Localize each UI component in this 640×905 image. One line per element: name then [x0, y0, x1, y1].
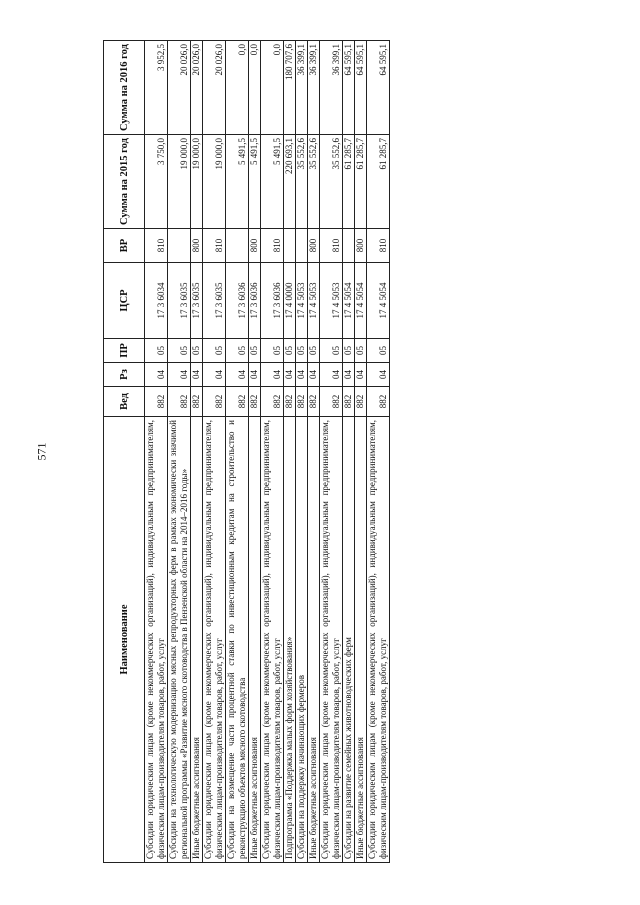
row-pr: 05: [367, 339, 390, 363]
row-sum-2015: 19 000,0: [203, 135, 226, 229]
row-sum-2015: 61 285,7: [355, 135, 367, 229]
page-number: 571: [34, 442, 49, 461]
row-ved: 882: [343, 387, 355, 417]
header-ved: Вед: [104, 387, 145, 417]
row-sum-2015: 5 491,5: [226, 135, 249, 229]
row-csr: 17 3 6035: [203, 263, 226, 339]
row-name: Иные бюджетные ассигнования: [355, 417, 367, 863]
row-name: Субсидии юридическим лицам (кроме некоммерческих организаций), индивидуальным предпринимателям, физическим лицам-производителям товаров, работ, услуг: [320, 417, 343, 863]
header-name: Наименование: [104, 417, 145, 863]
row-rz: 04: [168, 363, 191, 387]
row-vr: [226, 229, 249, 263]
row-sum-2015: 35 552,6: [308, 135, 320, 229]
table-row: [203, 41, 226, 863]
row-rz: 04: [320, 363, 343, 387]
row-sum-2016: 3 952,5: [145, 41, 168, 135]
row-rz: 04: [226, 363, 249, 387]
header-rz: Рз: [104, 363, 145, 387]
header-csr: ЦСР: [104, 263, 145, 339]
row-vr: 800: [355, 229, 367, 263]
row-rz: 04: [203, 363, 226, 387]
row-rz: 04: [261, 363, 284, 387]
header-sum-2016: Сумма на 2016 год: [104, 41, 145, 135]
row-rz: 04: [191, 363, 203, 387]
row-sum-2015: 61 285,7: [343, 135, 355, 229]
row-ved: 882: [203, 387, 226, 417]
row-csr: 17 4 5054: [367, 263, 390, 339]
table-row: [261, 41, 284, 863]
row-sum-2015: 5 491,5: [249, 135, 261, 229]
row-pr: 05: [168, 339, 191, 363]
row-name: Субсидии юридическим лицам (кроме некоммерческих организаций), индивидуальным предпринимателям, физическим лицам-производителям товаров, работ, услуг: [261, 417, 284, 863]
row-rz: 04: [308, 363, 320, 387]
row-csr: 17 4 5053: [320, 263, 343, 339]
row-csr: 17 4 5053: [308, 263, 320, 339]
row-pr: 05: [226, 339, 249, 363]
row-rz: 04: [249, 363, 261, 387]
row-name: Иные бюджетные ассигнования: [191, 417, 203, 863]
row-vr: 800: [249, 229, 261, 263]
row-vr: 810: [320, 229, 343, 263]
header-pr: ПР: [104, 339, 145, 363]
row-vr: 810: [261, 229, 284, 263]
row-pr: 05: [308, 339, 320, 363]
row-sum-2016: 36 399,1: [296, 41, 308, 135]
row-sum-2016: 36 399,1: [308, 41, 320, 135]
row-ved: 882: [284, 387, 296, 417]
row-name: Иные бюджетные ассигнования: [249, 417, 261, 863]
row-name: Субсидии юридическим лицам (кроме некоммерческих организаций), индивидуальным предпринимателям, физическим лицам-производителям товаров, работ, услуг: [145, 417, 168, 863]
row-sum-2016: 64 595,1: [355, 41, 367, 135]
row-csr: 17 3 6035: [191, 263, 203, 339]
row-sum-2016: 20 026,0: [191, 41, 203, 135]
header-sum-2015: Сумма на 2015 год: [104, 135, 145, 229]
table-row: [308, 41, 320, 863]
row-vr: [343, 229, 355, 263]
row-name: Иные бюджетные ассигнования: [308, 417, 320, 863]
row-csr: 17 3 6036: [249, 263, 261, 339]
table-row: [168, 41, 191, 863]
row-sum-2015: 220 693,1: [284, 135, 296, 229]
table-row: [145, 41, 168, 863]
row-pr: 05: [249, 339, 261, 363]
row-sum-2015: 35 552,6: [296, 135, 308, 229]
table-row: [296, 41, 308, 863]
row-csr: 17 3 6035: [168, 263, 191, 339]
row-sum-2016: 20 026,0: [168, 41, 191, 135]
header-vr: ВР: [104, 229, 145, 263]
table-row: [343, 41, 355, 863]
row-name: Субсидии на поддержку начинающих фермеров: [296, 417, 308, 863]
row-name: Подпрограмма «Поддержка малых форм хозяйствования»: [284, 417, 296, 863]
row-ved: 882: [261, 387, 284, 417]
row-pr: 05: [203, 339, 226, 363]
table-row: [355, 41, 367, 863]
row-vr: 800: [191, 229, 203, 263]
row-sum-2015: 5 491,5: [261, 135, 284, 229]
table-row: [367, 41, 390, 863]
row-name: Субсидии на возмещение части процентной ставки по инвестиционным кредитам на строительство и реконструкцию объектов мясного скотоводства: [226, 417, 249, 863]
row-sum-2015: 19 000,0: [168, 135, 191, 229]
row-pr: 05: [284, 339, 296, 363]
row-sum-2016: 0,0: [261, 41, 284, 135]
row-rz: 04: [145, 363, 168, 387]
row-sum-2016: 64 595,1: [367, 41, 390, 135]
table-row: [320, 41, 343, 863]
row-rz: 04: [367, 363, 390, 387]
row-sum-2016: 0,0: [249, 41, 261, 135]
row-csr: 17 4 0000: [284, 263, 296, 339]
row-pr: 05: [261, 339, 284, 363]
row-csr: 17 4 5054: [343, 263, 355, 339]
row-ved: 882: [191, 387, 203, 417]
row-sum-2015: 35 552,6: [320, 135, 343, 229]
row-sum-2016: 64 595,1: [343, 41, 355, 135]
row-vr: [296, 229, 308, 263]
row-ved: 882: [355, 387, 367, 417]
row-ved: 882: [145, 387, 168, 417]
row-pr: 05: [296, 339, 308, 363]
row-ved: 882: [168, 387, 191, 417]
row-rz: 04: [343, 363, 355, 387]
row-vr: [168, 229, 191, 263]
table-row: [284, 41, 296, 863]
row-sum-2015: 19 000,0: [191, 135, 203, 229]
rotated-table-wrapper: [103, 41, 550, 863]
row-ved: 882: [296, 387, 308, 417]
row-csr: 17 4 5054: [355, 263, 367, 339]
row-csr: 17 3 6036: [226, 263, 249, 339]
table-row: [249, 41, 261, 863]
table-row: [191, 41, 203, 863]
row-ved: 882: [249, 387, 261, 417]
row-vr: 810: [367, 229, 390, 263]
row-rz: 04: [284, 363, 296, 387]
row-csr: 17 3 6036: [261, 263, 284, 339]
row-vr: [284, 229, 296, 263]
row-csr: 17 4 5053: [296, 263, 308, 339]
row-name: Субсидии юридическим лицам (кроме некоммерческих организаций), индивидуальным предпринимателям, физическим лицам-производителям товаров, работ, услуг: [367, 417, 390, 863]
row-rz: 04: [296, 363, 308, 387]
row-vr: 800: [308, 229, 320, 263]
row-ved: 882: [226, 387, 249, 417]
row-pr: 05: [320, 339, 343, 363]
row-ved: 882: [320, 387, 343, 417]
row-name: Субсидии на технологическую модернизацию мясных репродукторных ферм в рамках экономически значимой региональной программы «Развитие мясного скотоводства в Пензенской области на 2014–2016 годы»: [168, 417, 191, 863]
row-sum-2016: 20 026,0: [203, 41, 226, 135]
row-sum-2016: 36 399,1: [320, 41, 343, 135]
row-sum-2016: 0,0: [226, 41, 249, 135]
row-name: Субсидии на развитие семейных животноводческих ферм: [343, 417, 355, 863]
row-pr: 05: [191, 339, 203, 363]
table-header-row: [104, 41, 145, 863]
row-csr: 17 3 6034: [145, 263, 168, 339]
row-sum-2016: 180 707,6: [284, 41, 296, 135]
budget-table: [103, 40, 390, 863]
row-ved: 882: [367, 387, 390, 417]
row-vr: 810: [145, 229, 168, 263]
table-row: [226, 41, 249, 863]
row-rz: 04: [355, 363, 367, 387]
row-pr: 05: [145, 339, 168, 363]
row-sum-2015: 3 750,0: [145, 135, 168, 229]
row-pr: 05: [355, 339, 367, 363]
row-name: Субсидии юридическим лицам (кроме некоммерческих организаций), индивидуальным предпринимателям, физическим лицам-производителям товаров, работ, услуг: [203, 417, 226, 863]
row-pr: 05: [343, 339, 355, 363]
row-ved: 882: [308, 387, 320, 417]
row-sum-2015: 61 285,7: [367, 135, 390, 229]
row-vr: 810: [203, 229, 226, 263]
